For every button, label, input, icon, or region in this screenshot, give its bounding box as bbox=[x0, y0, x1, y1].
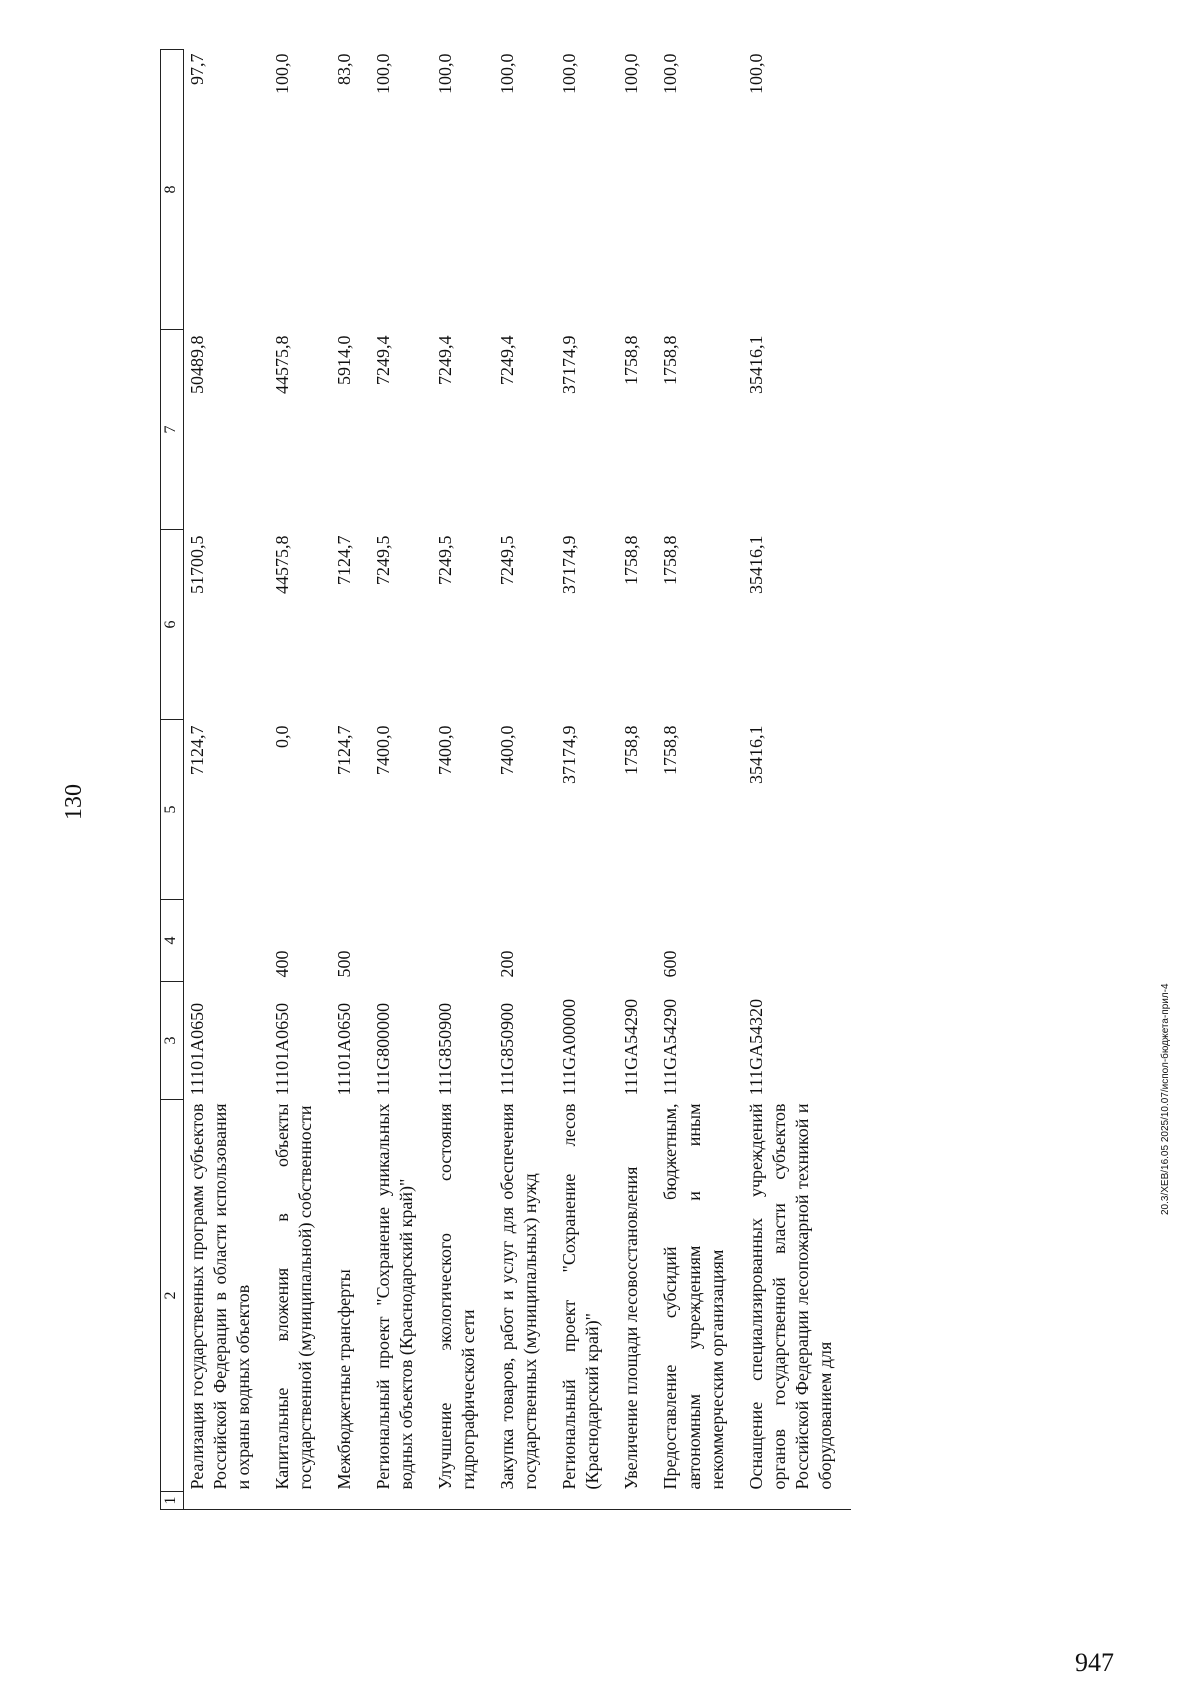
row-approved-cell: 1758,8 bbox=[621, 725, 642, 775]
row-index-cell bbox=[370, 1492, 432, 1510]
row-approved-cell: 0,0 bbox=[272, 725, 293, 748]
row-approved-cell: 1758,8 bbox=[660, 725, 681, 775]
row-executed-cell: 37174,9 bbox=[559, 335, 580, 394]
column-header-6: 6 bbox=[161, 530, 184, 720]
column-header-7: 7 bbox=[161, 330, 184, 530]
row-refined-cell: 1758,8 bbox=[621, 535, 642, 585]
table-row bbox=[432, 50, 494, 1510]
row-approved-cell: 35416,1 bbox=[745, 725, 766, 784]
row-expense-type-cell bbox=[556, 900, 618, 982]
footer-document-code: 20.3/XEB/16.05 2025/10.07/испол-бюджета-прил-4 bbox=[1160, 983, 1171, 1215]
row-code-cell: 111G800000 bbox=[373, 1002, 394, 1096]
row-code-cell: 111GA54320 bbox=[745, 998, 766, 1096]
row-refined-cell: 51700,5 bbox=[187, 535, 207, 594]
budget-table bbox=[160, 49, 851, 1510]
row-refined-cell: 35416,1 bbox=[745, 535, 766, 594]
column-header-2: 2 bbox=[161, 1100, 184, 1492]
table-row bbox=[331, 50, 370, 1510]
table-row bbox=[370, 50, 432, 1510]
budget-table-container bbox=[160, 50, 1170, 1510]
table-row bbox=[743, 50, 851, 1510]
table-row bbox=[618, 50, 657, 1510]
column-header-4: 4 bbox=[161, 900, 184, 982]
row-index-cell bbox=[556, 1492, 618, 1510]
row-refined-cell: 7249,5 bbox=[497, 535, 518, 585]
row-name-cell: Улучшение экологического состояния гидрографической сети bbox=[435, 1103, 479, 1490]
row-percent-cell: 100,0 bbox=[373, 53, 394, 94]
row-executed-cell: 7249,4 bbox=[435, 335, 456, 385]
row-name-cell: Региональный проект "Сохранение уникальных водных объектов (Краснодарский край)" bbox=[373, 1103, 417, 1490]
row-name-cell: Закупка товаров, работ и услуг для обеспечения государственных (муниципальных) нужд bbox=[497, 1103, 541, 1490]
row-code-cell: 111GA54290 bbox=[660, 998, 681, 1096]
column-header-8: 8 bbox=[161, 50, 184, 330]
table-header bbox=[161, 50, 184, 1510]
row-refined-cell: 44575,8 bbox=[272, 535, 293, 594]
table-row bbox=[657, 50, 742, 1510]
row-executed-cell: 5914,0 bbox=[334, 335, 355, 385]
row-refined-cell: 37174,9 bbox=[559, 535, 580, 594]
row-approved-cell: 7124,7 bbox=[334, 725, 355, 775]
row-index-cell bbox=[269, 1492, 331, 1510]
row-expense-type-cell bbox=[432, 900, 494, 982]
row-approved-cell: 7400,0 bbox=[435, 725, 456, 775]
row-percent-cell: 97,7 bbox=[187, 53, 207, 85]
row-expense-type-cell: 400 bbox=[272, 950, 293, 978]
row-refined-cell: 7249,5 bbox=[373, 535, 394, 585]
row-index-cell bbox=[331, 1492, 370, 1510]
row-name-cell: Межбюджетные трансферты bbox=[334, 1269, 355, 1490]
page-number-top: 130 bbox=[61, 784, 87, 820]
row-executed-cell: 7249,4 bbox=[497, 335, 518, 385]
row-executed-cell: 7249,4 bbox=[373, 335, 394, 385]
page-number-bottom: 947 bbox=[1075, 1648, 1114, 1677]
row-name-cell: Увеличение площади лесовосстановления bbox=[621, 1166, 642, 1490]
row-refined-cell: 7124,7 bbox=[334, 535, 355, 585]
row-percent-cell: 100,0 bbox=[745, 53, 766, 94]
row-approved-cell: 7400,0 bbox=[373, 725, 394, 775]
row-executed-cell: 50489,8 bbox=[187, 335, 207, 394]
row-refined-cell: 7249,5 bbox=[435, 535, 456, 585]
row-approved-cell: 7124,7 bbox=[187, 725, 207, 775]
row-percent-cell: 100,0 bbox=[497, 53, 518, 94]
row-approved-cell: 7400,0 bbox=[497, 725, 518, 775]
row-code-cell: 111GA54290 bbox=[621, 998, 642, 1096]
row-expense-type-cell bbox=[370, 900, 432, 982]
row-index-cell bbox=[743, 1492, 851, 1510]
table-row bbox=[269, 50, 331, 1510]
row-refined-cell: 1758,8 bbox=[660, 535, 681, 585]
row-name-cell: Предоставление субсидий бюджетным, автономным учреждениям и иным некоммерческим организациям bbox=[660, 1103, 727, 1490]
row-expense-type-cell: 500 bbox=[334, 950, 355, 978]
column-header-3: 3 bbox=[161, 982, 184, 1100]
row-code-cell: 111G850900 bbox=[435, 1002, 456, 1096]
row-percent-cell: 100,0 bbox=[272, 53, 293, 94]
row-code-cell: 11101A0650 bbox=[334, 1002, 355, 1096]
row-percent-cell: 83,0 bbox=[334, 53, 355, 85]
row-percent-cell: 100,0 bbox=[435, 53, 456, 94]
row-index-cell bbox=[432, 1492, 494, 1510]
row-expense-type-cell: 600 bbox=[660, 950, 681, 978]
table-row bbox=[494, 50, 556, 1510]
column-header-5: 5 bbox=[161, 720, 184, 900]
row-expense-type-cell bbox=[618, 900, 657, 982]
row-name-cell: Региональный проект "Сохранение лесов (Краснодарский край)" bbox=[559, 1103, 603, 1490]
row-expense-type-cell bbox=[743, 900, 851, 982]
row-name-cell: Оснащение специализированных учреждений органов государственной власти субъектов Российской Федерации лесопожарной техникой и оборудованием для bbox=[745, 1103, 835, 1490]
row-code-cell: 11101A0650 bbox=[187, 1002, 207, 1096]
row-index-cell bbox=[494, 1492, 556, 1510]
row-approved-cell: 37174,9 bbox=[559, 725, 580, 784]
row-code-cell: 111GA00000 bbox=[559, 998, 580, 1096]
row-executed-cell: 35416,1 bbox=[745, 335, 766, 394]
table-row bbox=[556, 50, 618, 1510]
table-body bbox=[184, 50, 851, 1510]
row-executed-cell: 1758,8 bbox=[621, 335, 642, 385]
row-percent-cell: 100,0 bbox=[660, 53, 681, 94]
row-index-cell bbox=[657, 1492, 742, 1510]
row-expense-type-cell bbox=[184, 900, 270, 982]
row-executed-cell: 44575,8 bbox=[272, 335, 293, 394]
row-executed-cell: 1758,8 bbox=[660, 335, 681, 385]
row-name-cell: Капитальные вложения в объекты государственной (муниципальной) собственности bbox=[272, 1103, 316, 1490]
row-percent-cell: 100,0 bbox=[559, 53, 580, 94]
column-header-1: 1 bbox=[161, 1492, 184, 1510]
row-index-cell bbox=[184, 1492, 270, 1510]
row-name-cell: Реализация государственных программ субъектов Российской Федерации в области использования и охраны водных объектов bbox=[187, 1103, 254, 1490]
table-row bbox=[184, 50, 270, 1510]
row-code-cell: 11101A0650 bbox=[272, 1002, 293, 1096]
row-expense-type-cell: 200 bbox=[497, 950, 518, 978]
row-index-cell bbox=[618, 1492, 657, 1510]
row-code-cell: 111G850900 bbox=[497, 1002, 518, 1096]
row-percent-cell: 100,0 bbox=[621, 53, 642, 94]
